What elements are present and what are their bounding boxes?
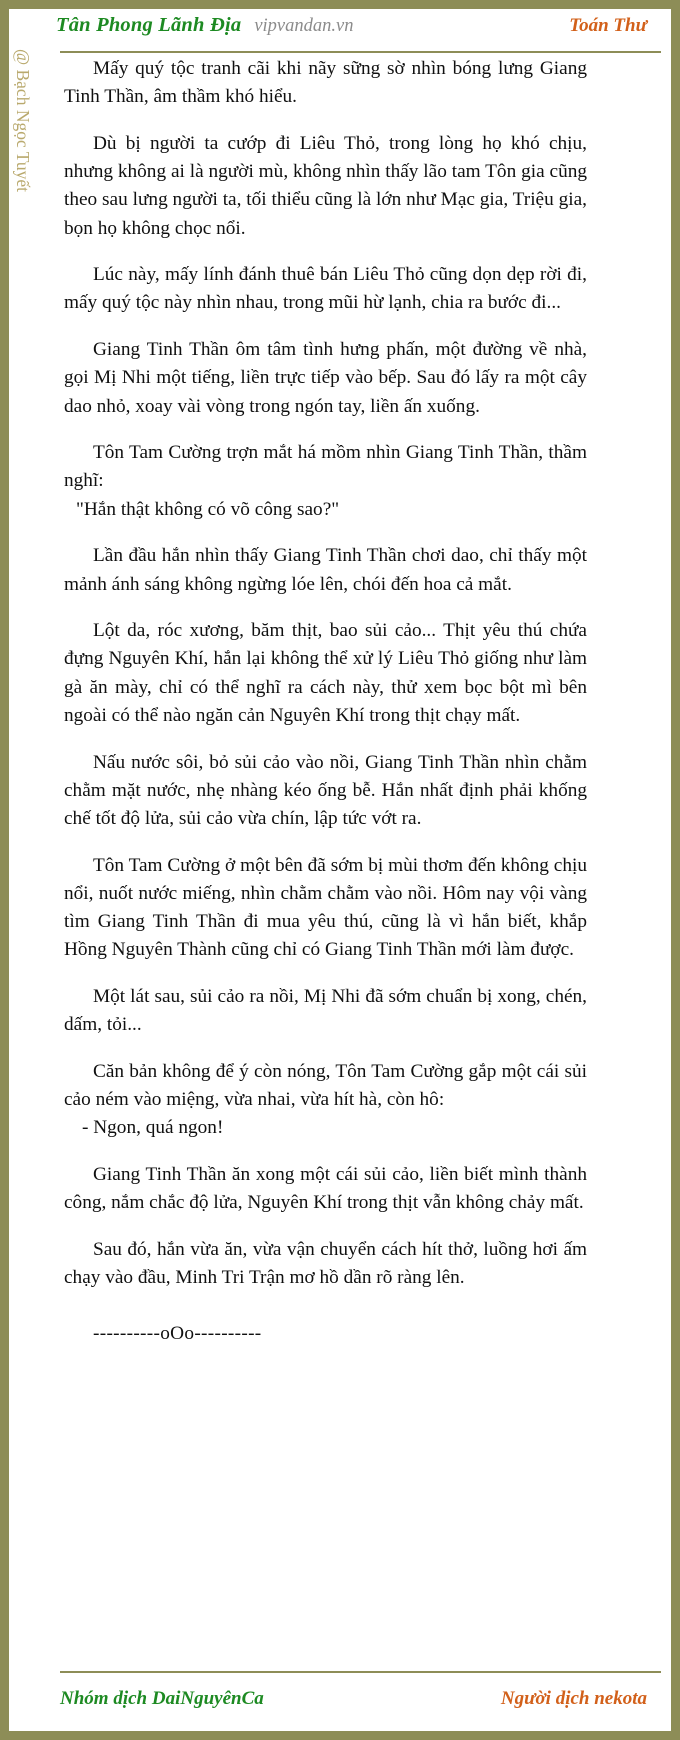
footer-divider-rule [60,1671,661,1673]
novel-title: Tân Phong Lãnh Địa [56,14,242,36]
side-watermark-credit [11,45,39,285]
paragraph: Sau đó, hắn vừa ăn, vừa vận chuyển cách hít thở, luồng hơi ấm chạy vào đầu, Minh Tri Trận mơ hồ dần rõ ràng lên. [64,1238,587,1289]
header-bar [56,14,657,52]
paragraph: Một lát sau, sủi cảo ra nồi, Mị Nhi đã sớm chuẩn bị xong, chén, dấm, tỏi... [64,985,587,1036]
paragraph: Dù bị người ta cướp đi Liêu Thỏ, trong lòng họ khó chịu, nhưng không ai là người mù, không nhìn thấy lão tam Tôn gia cũng theo sau lưng người ta, tối thiểu cũng là lớn như Mạc gia, Triệu gia, bọn họ không chọc nổi. [64,132,587,239]
paragraph: Lột da, róc xương, băm thịt, bao sủi cảo... Thịt yêu thú chứa đựng Nguyên Khí, hắn lại không thể xử lý Liêu Thỏ giống như làm gà ăn mày, chỉ có thể nghĩ ra cách này, thử xem bọc bột mì bên ngoài có thể nào ngăn cản Nguyên Khí trong thịt chạy mất. [64,620,587,726]
paragraph-thought [64,439,587,524]
section-divider-oOo: ----------oOo---------- [93,1323,262,1345]
side-watermark-credit-text: @ Bạch Ngọc Tuyết [13,49,33,192]
paragraph: Nấu nước sôi, bỏ sủi cảo vào nồi, Giang Tinh Thần nhìn chằm chằm mặt nước, nhẹ nhàng kéo ống bễ. Hắn nhất định phải khống chế tốt độ lửa, sủi cảo vừa chín, lập tức vớt ra. [64,751,587,829]
paragraph-dialogue-line: - Ngon, quá ngon! [82,1117,224,1139]
paragraph: Giang Tinh Thần ôm tâm tình hưng phấn, một đường về nhà, gọi Mị Nhi một tiếng, liền trực tiếp vào bếp. Sau đó lấy ra một cây dao nhỏ, xoay vài vòng trong ngón tay, liền ấn xuống. [64,339,587,417]
paragraph-dialogue [64,1058,587,1143]
header-divider-rule [60,51,661,53]
paragraph: Giang Tinh Thần ăn xong một cái sủi cảo, liền biết mình thành công, nắm chắc độ lửa, Nguyên Khí trong thịt vẫn không chảy mất. [64,1164,587,1214]
paragraph-thought-main: Tôn Tam Cường trợn mắt há mồm nhìn Giang Tinh Thần, thầm nghĩ: [64,442,587,492]
paragraph-thought-quote: "Hắn thật không có võ công sao?" [76,498,340,520]
paragraph: Lần đầu hắn nhìn thấy Giang Tinh Thần chơi dao, chỉ thấy một mảnh ánh sáng không ngừng lóe lên, chói đến hoa cả mắt. [64,545,587,595]
site-name[interactable]: vipvandan.vn [254,16,354,36]
chapter-title: Toán Thư [569,15,647,36]
page-inner [9,9,671,1731]
paragraph: Mấy quý tộc tranh cãi khi nãy sững sờ nhìn bóng lưng Giang Tinh Thần, âm thầm khó hiểu. [64,58,587,108]
paragraph: Lúc này, mấy lính đánh thuê bán Liêu Thỏ cũng dọn dẹp rời đi, mấy quý tộc này nhìn nhau, trong mũi hừ lạnh, chia ra bước đi... [64,264,587,314]
paragraph-dialogue-main: Căn bản không để ý còn nóng, Tôn Tam Cường gắp một cái sủi cảo ném vào miệng, vừa nhai, vừa hít hà, còn hô: [64,1060,587,1111]
chapter-body [64,55,587,1349]
footer-bar [60,1679,661,1719]
translation-group: Nhóm dịch DaiNguyênCa [60,1688,264,1709]
paragraph: Tôn Tam Cường ở một bên đã sớm bị mùi thơm đến không chịu nổi, nuốt nước miếng, nhìn chằm chằm vào nồi. Hôm nay vội vàng tìm Giang Tinh Thần đi mua yêu thú, cũng là vì hắn biết, khắp Hồng Nguyên Thành cũng chỉ có Giang Tinh Thần mới làm được. [64,854,587,961]
translator-name: Người dịch nekota [500,1688,647,1709]
